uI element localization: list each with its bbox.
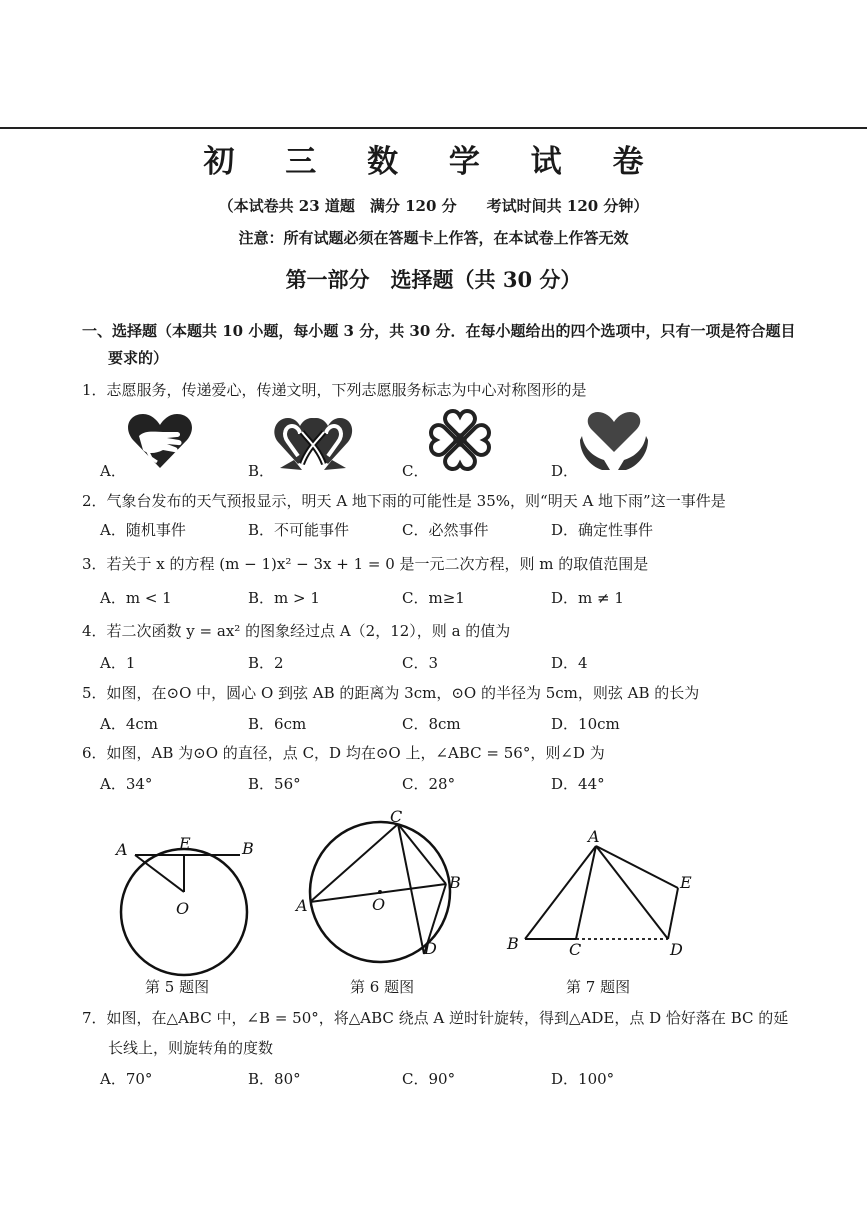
q2-option-b: B．不可能事件 [248,521,350,539]
figure-7-diagram [500,828,710,963]
q3-option-b: B．m > 1 [248,589,320,607]
question-7-stem-cont: 长线上，则旋转角的度数 [108,1039,274,1057]
q2-option-a: A．随机事件 [100,521,186,539]
q7-option-d: D．100° [551,1070,615,1088]
figure-7-label-d: D [670,940,683,959]
notice: 注意：所有试题必须在答题卡上作答，在本试卷上作答无效 [238,229,629,247]
figure-5-caption: 第 5 题图 [145,978,210,996]
q2-option-c: C．必然事件 [402,521,489,539]
q4-option-a: A．1 [100,654,136,672]
q3-option-d: D．m ≠ 1 [551,589,624,607]
figure-5-label-e: E [179,834,191,853]
figure-5-diagram [110,830,270,980]
figure-7-label-e: E [680,873,692,892]
question-2-stem: 2．气象台发布的天气预报显示，明天 A 地下雨的可能性是 35%，则“明天 A 地下雨”这一事件是 [82,492,726,510]
q6-option-d: D．44° [551,775,605,793]
question-6-stem: 6．如图，AB 为⊙O 的直径，点 C，D 均在⊙O 上，∠ABC = 56°，则∠D 为 [82,744,605,762]
section-header-cont: 要求的） [108,349,169,367]
q7-option-b: B．80° [248,1070,301,1088]
figure-7-label-c: C [569,940,582,959]
ribbon-hearts-icon [272,414,354,472]
figure-6-caption: 第 6 题图 [350,978,415,996]
q1-option-b: B． [248,462,275,480]
figure-6-label-a: A [296,896,308,915]
section-header: 一、选择题（本题共 10 小题，每小题 3 分，共 30 分．在每小题给出的四个选项中，只有一项是符合题目 [82,322,796,340]
figure-5-label-b: B [242,839,254,858]
q7-option-c: C．90° [402,1070,456,1088]
q6-option-c: C．28° [402,775,456,793]
four-hearts-clover-icon [428,407,492,473]
part-title: 第一部分 选择题（共 30 分） [285,267,582,292]
figure-7-label-a: A [588,827,600,846]
figure-6-label-b: B [449,873,461,892]
figure-7-label-b: B [507,934,519,953]
question-5-stem: 5．如图，在⊙O 中，圆心 O 到弦 AB 的距离为 3cm，⊙O 的半径为 5cm，则弦 AB 的长为 [82,684,700,702]
q4-option-d: D．4 [551,654,588,672]
q1-option-a: A． [100,462,126,480]
figure-5-label-a: A [116,840,128,859]
question-7-stem: 7．如图，在△ABC 中，∠B = 50°，将△ABC 绕点 A 逆时针旋转，得到△ADE，点 D 恰好落在 BC 的延 [82,1009,789,1027]
question-1-stem: 1．志愿服务，传递爱心，传递文明，下列志愿服务标志为中心对称图形的是 [82,381,587,399]
question-4-stem: 4．若二次函数 y = ax² 的图象经过点 A（2，12），则 a 的值为 [82,622,511,640]
q6-option-b: B．56° [248,775,301,793]
question-3-stem: 3．若关于 x 的方程 (m − 1)x² − 3x + 1 = 0 是一元二次方程，则 m 的取值范围是 [82,555,649,573]
q3-option-a: A．m < 1 [100,589,172,607]
heart-hand-icon [125,410,195,472]
q1-option-c: C． [402,462,429,480]
figure-5-label-o: O [176,899,190,918]
q4-option-b: B．2 [248,654,284,672]
q4-option-c: C．3 [402,654,439,672]
figure-6-diagram [292,808,472,968]
heart-in-hands-icon [578,410,650,472]
q2-option-d: D．确定性事件 [551,521,654,539]
exam-info: （本试卷共 23 道题 满分 120 分 考试时间共 120 分钟） [218,197,649,215]
q6-option-a: A．34° [100,775,153,793]
q1-option-d: D． [551,462,579,480]
q5-option-d: D．10cm [551,715,620,733]
q5-option-a: A．4cm [100,715,159,733]
q3-option-c: C．m≥1 [402,589,465,607]
figure-6-label-o: O [372,895,386,914]
figure-7-caption: 第 7 题图 [566,978,631,996]
page-title: 初 三 数 学 试 卷 [203,144,664,180]
q7-option-a: A．70° [100,1070,153,1088]
figure-6-label-c: C [390,807,403,826]
q5-option-c: C．8cm [402,715,461,733]
q5-option-b: B．6cm [248,715,307,733]
header-rule [0,127,867,129]
figure-6-label-d: D [424,939,437,958]
